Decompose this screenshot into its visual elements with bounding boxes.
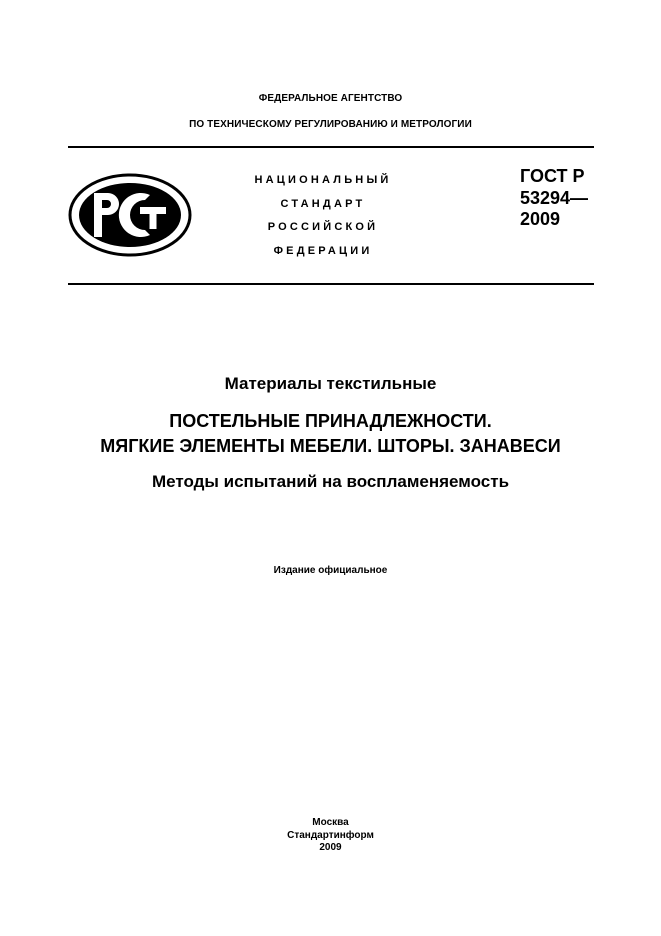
rst-logo-icon (68, 173, 192, 257)
standard-code-line-3: 2009 (520, 209, 561, 229)
national-standard-line-3: РОССИЙСКОЙ (267, 221, 379, 233)
document-subtitle: Методы испытаний на воспламеняемость (151, 472, 510, 491)
imprint-city: Москва (312, 817, 349, 828)
top-divider (68, 146, 594, 148)
imprint-year: 2009 (319, 842, 342, 853)
edition-label: Издание официальное (273, 565, 388, 576)
standard-code-line-2: 53294— (520, 187, 589, 208)
standard-code-line-1: ГОСТ Р (520, 166, 585, 186)
document-subject: Материалы текстильные (224, 374, 437, 393)
bottom-divider (68, 283, 594, 285)
document-title-line-1: ПОСТЕЛЬНЫЕ ПРИНАДЛЕЖНОСТИ. (169, 411, 492, 431)
agency-name-line-1: ФЕДЕРАЛЬНОЕ АГЕНТСТВО (258, 93, 403, 104)
imprint (0, 817, 661, 855)
national-standard-label (210, 169, 436, 263)
standard-code (520, 166, 588, 231)
rst-logo-graphic (68, 173, 192, 257)
national-standard-line-4: ФЕДЕРАЦИИ (273, 244, 373, 257)
agency-name-line-2: ПО ТЕХНИЧЕСКОМУ РЕГУЛИРОВАНИЮ И МЕТРОЛОГИИ (189, 119, 472, 130)
national-standard-line-1: НАЦИОНАЛЬНЫЙ (254, 174, 392, 186)
document-title-line-2: МЯГКИЕ ЭЛЕМЕНТЫ МЕБЕЛИ. ШТОРЫ. ЗАНАВЕСИ (100, 436, 561, 456)
imprint-publisher: Стандартинформ (287, 829, 374, 841)
national-standard-line-2: СТАНДАРТ (280, 197, 366, 210)
